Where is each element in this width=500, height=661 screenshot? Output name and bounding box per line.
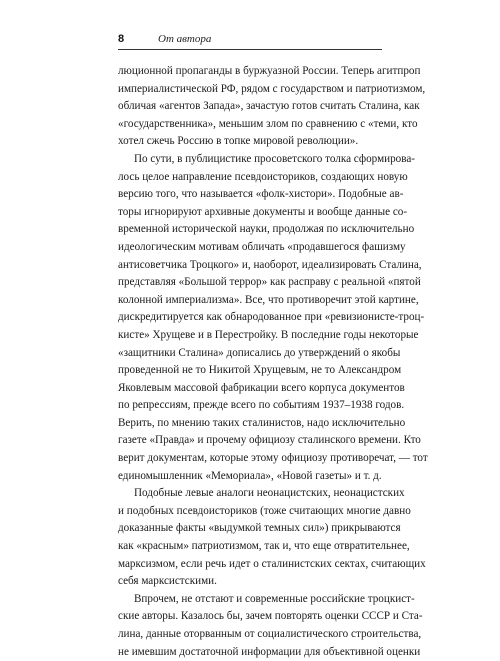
text-line: Верить, по мнению таких сталинистов, надо исключительно [118,416,406,429]
body-text [118,63,428,661]
text-line: обличая «агентов Запада», зачастую готов считать Сталина, как [118,100,420,113]
text-line: По сути, в публицистике просоветского толка сформирова- [134,152,415,165]
header-rule [118,49,382,50]
page-header [118,32,382,52]
text-line: торы игнорируют архивные документы и вообще данные со- [118,205,408,218]
text-line: идеологическим мотивам обличать «продавшегося фашизму [118,240,406,253]
text-line: доказанные факты «выдумкой темных сил») прикрываются [118,522,401,535]
text-line: люционной пропаганды в буржуазной России. Теперь агитпроп [118,65,421,77]
text-line: «защитники Сталина» дописались до утверждений о якобы [118,346,401,359]
text-line: единомышленник «Мемориала», «Новой газеты» и т. д. [118,469,382,482]
text-line: империалистической РФ, рядом с государством и патриотизмом, [118,82,426,95]
text-line: верит документам, которые этому официозу противоречат, — тот [118,452,428,465]
text-line: Подобные левые аналоги неонацистских, неонацистских [134,487,405,500]
text-line: и подобных псевдоисториков (тоже считающих многие давно [118,504,411,517]
text-line: версию того, что называется «фолк-хистори». Подобные ав- [118,188,404,201]
text-line: лось целое направление псевдоисториков, создающих новую [118,170,408,183]
paragraph [118,485,426,591]
text-line: хотел сжечь Россию в топке мировой революции». [118,135,359,148]
text-line: кисте» Хрущеве и в Перестройку. В последние годы некоторые [118,328,419,341]
paragraph [118,591,423,661]
text-line: дискредитируется как обнародованное при «ревизионисте-троц- [118,311,425,324]
page-number: 8 [118,33,125,45]
text-line: ские авторы. Казалось бы, зачем повторять оценки СССР и Ста- [118,610,423,623]
text-line: антисоветчика Троцкого» и, наоборот, идеализировать Сталина, [118,258,422,271]
running-title: От автора [158,33,212,45]
paragraph [118,151,428,485]
text-line: марксизмом, если речь идет о сталинистских сектах, считающих [118,557,426,570]
text-line: не имевшим достаточной информации для объективной оценки [118,645,421,658]
text-line: Впрочем, не отстают и современные российские троцкист- [134,592,415,605]
text-line: по репрессиям, прежде всего по событиям 1937–1938 годов. [118,399,405,412]
text-line: «государственника», меньшим злом по сравнению с «теми, кто [118,117,418,130]
text-line: себя марксистскими. [118,575,217,588]
paragraph [118,63,426,151]
text-line: газете «Правда» и прочему официозу сталинского времени. Кто [118,434,421,447]
text-line: временной исторической науки, продолжая по исключительно [118,223,415,236]
text-line: проведенной не то Никитой Хрущевым, не то Александром [118,364,402,377]
text-line: Яковлевым массовой фабрикации всего корпуса документов [118,381,405,394]
text-line: лина, данные оторванным от социалистического строительства, [118,628,422,640]
text-line: колонной империализма». Все, что противоречит этой картине, [118,293,419,306]
text-line: представляя «Большой террор» как расправу с реальной «пятой [118,276,421,289]
text-line: как «красным» патриотизмом, так и, что еще отвратительнее, [118,540,410,553]
